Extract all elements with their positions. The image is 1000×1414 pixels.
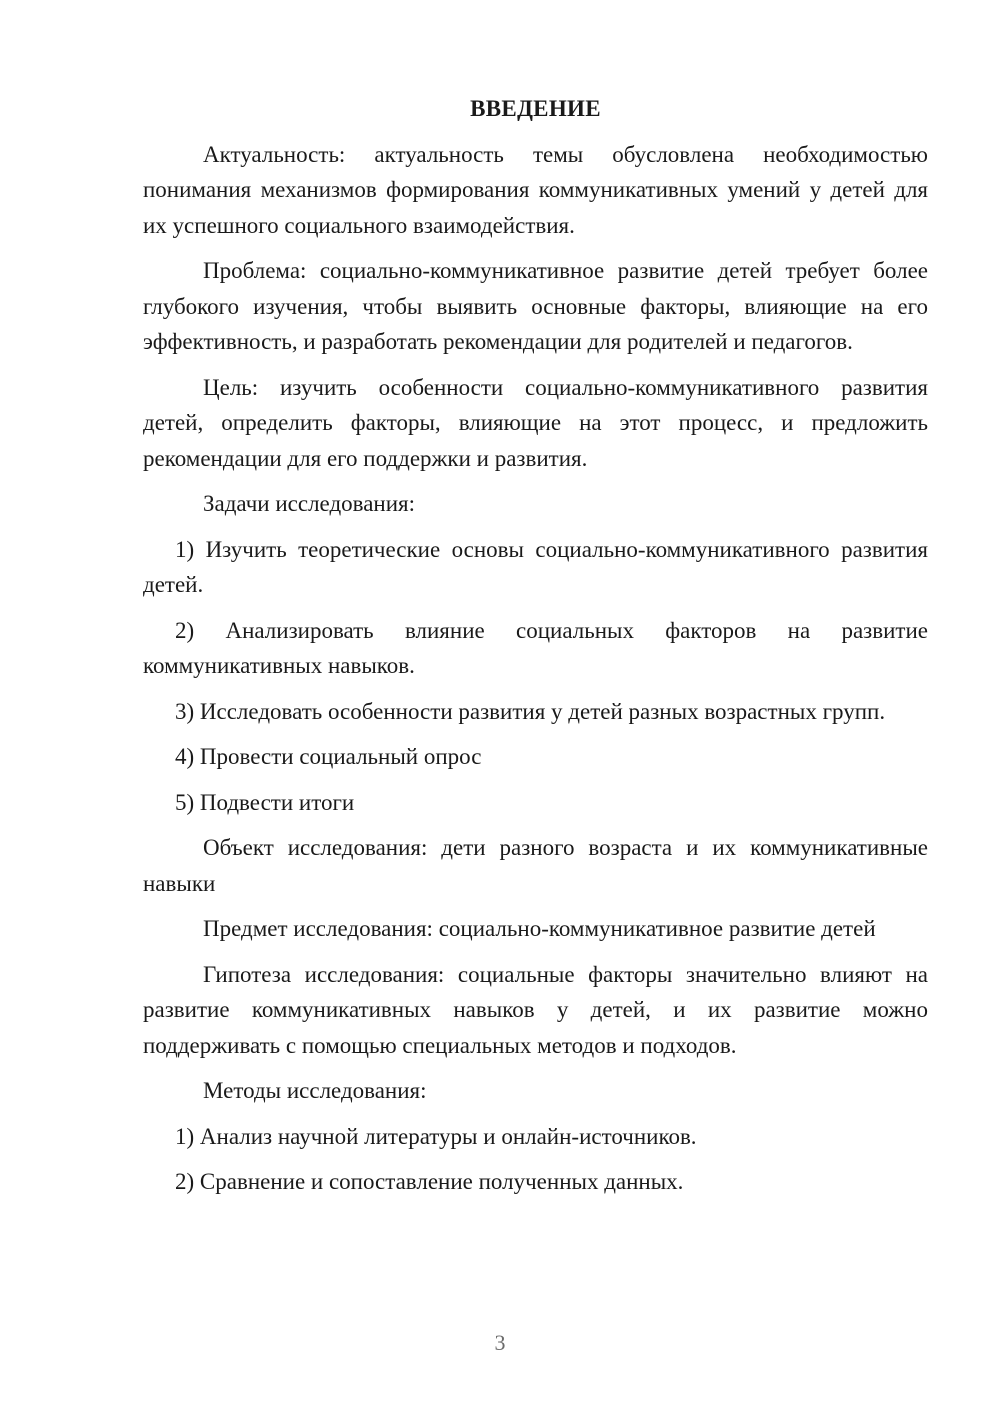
task-item-5: 5) Подвести итоги [175, 789, 355, 815]
paragraph-goal: Цель: изучить особенности социально-коммуникативного развития детей, определить факторы, влияющие на этот процесс, и предложить рекомендации для его поддержки и развития. [143, 374, 928, 471]
paragraph-problem: Проблема: социально-коммуникативное развитие детей требует более глубокого изучения, чтобы выявить основные факторы, влияющие на его эффективность, и разработать рекомендации для родителей и педагогов. [143, 258, 928, 354]
paragraph-subject: Предмет исследования: социально-коммуникативное развитие детей [203, 916, 876, 941]
page-content [143, 91, 928, 1210]
task-item-3: 3) Исследовать особенности развития у детей разных возрастных групп. [175, 698, 886, 724]
paragraph-object: Объект исследования: дети разного возраста и их коммуникативные навыки [143, 835, 928, 896]
task-item-4: 4) Провести социальный опрос [175, 744, 482, 769]
section-title: ВВЕДЕНИЕ [470, 96, 601, 121]
paragraph-methods-heading: Методы исследования: [203, 1078, 427, 1103]
method-item-1: 1) Анализ научной литературы и онлайн-источников. [175, 1123, 697, 1149]
paragraph-tasks-heading: Задачи исследования: [203, 491, 416, 516]
task-item-1: 1) Изучить теоретические основы социально-коммуникативного развития детей. [143, 536, 928, 597]
paragraph-relevance: Актуальность: актуальность темы обусловлена необходимостью понимания механизмов формирования коммуникативных умений у детей для их успешного социального взаимодействия. [143, 141, 928, 238]
page-number: 3 [494, 1330, 506, 1355]
paragraph-hypothesis: Гипотеза исследования: социальные факторы значительно влияют на развитие коммуникативных навыков у детей, и их развитие можно поддерживать с помощью специальных методов и подходов. [143, 961, 928, 1058]
method-item-2: 2) Сравнение и сопоставление полученных данных. [175, 1169, 684, 1194]
task-item-2: 2) Анализировать влияние социальных факторов на развитие коммуникативных навыков. [143, 617, 928, 678]
